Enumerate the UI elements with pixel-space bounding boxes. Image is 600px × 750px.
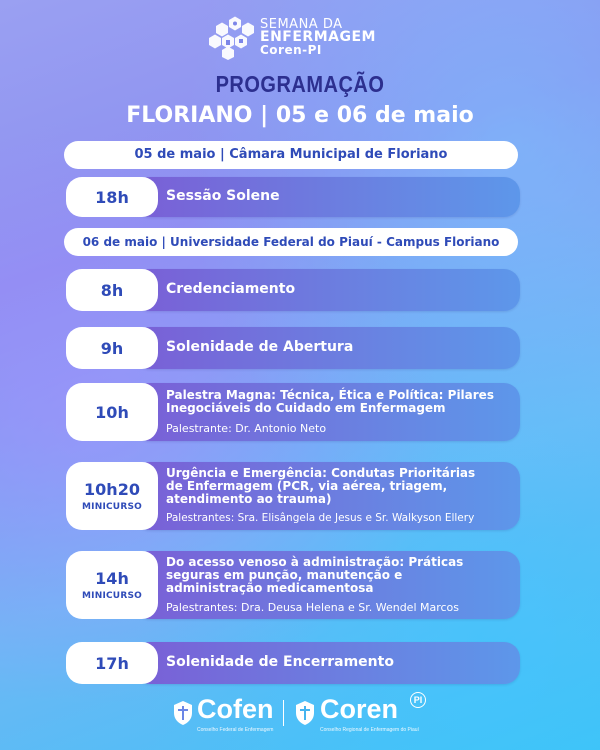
event-title-line: Urgência e Emergência: Condutas Prioritárias	[166, 466, 476, 480]
event-speaker: Palestrantes: Dra. Deusa Helena e Sr. Wendel Marcos	[166, 601, 460, 614]
cofen-caption: Conselho Federal de Enfermagem	[197, 727, 274, 733]
cofen-seal-icon	[172, 700, 194, 726]
time-pill	[66, 177, 158, 217]
event-title-line: de Enfermagem (PCR, via aérea, triagem,	[166, 479, 448, 493]
event-time: 8h	[100, 280, 124, 300]
day-1-header: 05 de maio | Câmara Municipal de Floriano	[64, 141, 518, 169]
event-time: 14h	[95, 569, 129, 588]
event-title: Sessão Solene	[166, 188, 280, 204]
footer-divider	[283, 700, 284, 726]
city-date-heading: FLORIANO | 05 e 06 de maio	[126, 103, 474, 128]
hexagon-cluster-icon	[204, 16, 258, 60]
event-title-line: atendimento ao trauma)	[166, 492, 332, 506]
time-pill	[66, 551, 158, 619]
event-time: 18h	[95, 187, 129, 207]
footer-logos	[0, 692, 600, 738]
time-pill	[66, 383, 158, 441]
logo-line-1: SEMANA DA	[260, 17, 343, 32]
event-time: 10h	[95, 402, 129, 422]
semana-enfermagem-logo	[204, 12, 404, 62]
time-pill	[66, 462, 158, 530]
event-speaker: Palestrante: Dr. Antonio Neto	[166, 422, 327, 435]
schedule-row	[66, 269, 520, 311]
time-pill	[66, 269, 158, 311]
time-pill	[66, 327, 158, 369]
coren-seal-icon	[294, 700, 316, 726]
logo-line-2: ENFERMAGEM	[260, 29, 376, 45]
coren-caption: Conselho Regional de Enfermagem do Piauí	[320, 727, 419, 733]
cofen-name: Cofen	[197, 694, 274, 724]
schedule-row	[66, 462, 520, 530]
event-title	[166, 389, 512, 415]
event-speaker: Palestrantes: Sra. Elisângela de Jesus e Sr. Walkyson Ellery	[166, 512, 475, 524]
event-title-line: seguras em punção, manutenção e	[166, 568, 403, 582]
event-title: Solenidade de Encerramento	[166, 654, 394, 670]
event-title	[166, 467, 512, 506]
schedule-row	[66, 327, 520, 369]
event-time: 17h	[95, 653, 129, 673]
schedule-row	[66, 383, 520, 441]
logo-wordmark	[260, 18, 376, 57]
event-title	[166, 556, 512, 595]
schedule-row	[66, 177, 520, 217]
event-title: Credenciamento	[166, 281, 296, 297]
schedule-row	[66, 642, 520, 684]
minicurso-tag: MINICURSO	[82, 591, 142, 601]
coren-pi-superscript: PI	[410, 692, 426, 708]
event-title-line: Palestra Magna: Técnica, Ética e Política: Pilares	[166, 388, 494, 402]
program-title: PROGRAMAÇÃO	[215, 72, 385, 98]
cofen-logo	[197, 694, 274, 733]
event-time: 9h	[100, 338, 124, 358]
minicurso-tag: MINICURSO	[82, 502, 142, 512]
coren-logo	[320, 694, 423, 733]
schedule-row	[66, 551, 520, 619]
event-title: Solenidade de Abertura	[166, 339, 354, 355]
event-title-line: Do acesso venoso à administração: Práticas	[166, 555, 464, 569]
coren-name: Coren	[320, 694, 399, 724]
event-title-line: Inegociáveis do Cuidado em Enfermagem	[166, 401, 446, 415]
time-pill	[66, 642, 158, 684]
day-2-header: 06 de maio | Universidade Federal do Piauí - Campus Floriano	[64, 228, 518, 256]
logo-line-3: Coren-PI	[260, 43, 322, 57]
event-title-line: administração medicamentosa	[166, 581, 374, 595]
event-time: 10h20	[84, 480, 140, 499]
